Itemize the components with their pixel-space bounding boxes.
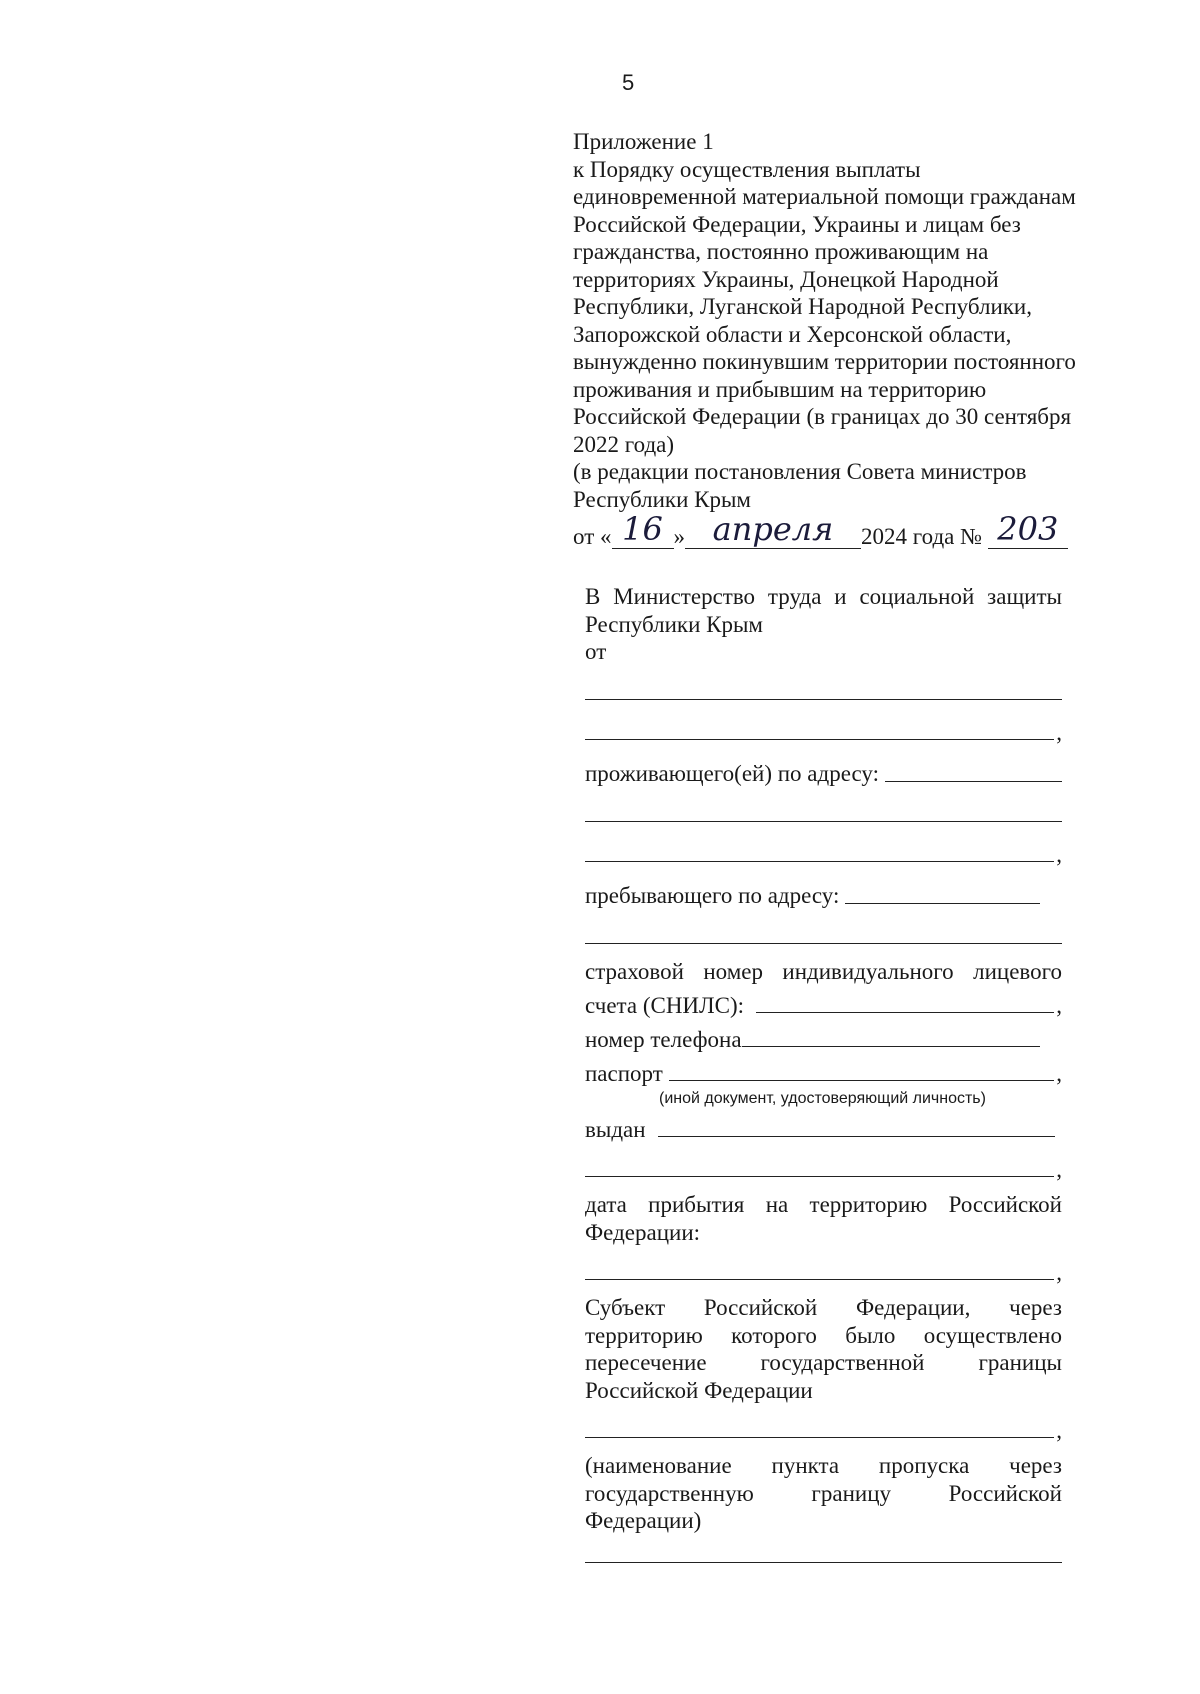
issued-field[interactable] [585,1143,1062,1183]
appendix-line: Приложение 1 [573,129,714,154]
comma: , [1056,1061,1062,1086]
subject-label-line: пересечение государственной границы [585,1350,1062,1375]
arrival-label-line: Федерации: [585,1219,701,1245]
application-form [585,583,1062,1569]
passport-caption: (иной документ, удостоверяющий личность) [659,1090,986,1107]
checkpoint-label-line: Федерации) [585,1508,702,1533]
arrival-label-line: дата прибытия на территорию Российской [585,1192,1062,1217]
comma: , [1056,1157,1062,1182]
appendix-line: к Порядку осуществления выплаты [573,156,921,182]
appendix-line: 2022 года) [573,431,675,457]
comma: , [1056,1260,1062,1285]
issued-row[interactable] [585,1109,1055,1143]
snils-row[interactable] [585,985,1062,1019]
date-quote-close: » [673,524,685,549]
appendix-line: Российской Федерации (в границах до 30 сентября [573,404,1072,429]
checkpoint-label-line: (наименование пункта пропуска через [585,1453,1062,1478]
comma: , [1056,993,1062,1018]
appendix-line: (в редакции постановления Совета министров [573,459,1027,484]
appendix-line: Республики, Луганской Народной Республики, [573,294,1032,319]
resolution-date-line [573,510,1068,554]
from-label: от [585,639,607,664]
arrival-date-field[interactable] [585,1246,1062,1286]
subject-label-line: территорию которого было осуществлено [585,1322,1062,1348]
stay-address-row[interactable] [585,876,1040,910]
addressee-line: Республики Крым [585,611,763,637]
subject-label-line: Российской Федерации [585,1377,813,1403]
staying-label: пребывающего по адресу: [585,883,840,908]
phone-row[interactable] [585,1019,1040,1053]
subject-field[interactable] [585,1404,1062,1444]
stay-address-field[interactable] [585,910,1062,950]
comma: , [1056,1418,1062,1443]
snils-label: счета (СНИЛС): [585,992,745,1018]
applicant-name-field[interactable] [585,666,1062,706]
handwritten-resolution-number: 203 [988,510,1068,549]
snils-label-line: страховой номер индивидуального лицевого [585,958,1062,984]
appendix-line: территориях Украины, Донецкой Народной [573,266,999,292]
page-number: 5 [622,70,635,95]
phone-label: номер телефона [585,1026,742,1052]
handwritten-month: апреля [685,510,861,549]
applicant-name-field[interactable] [585,706,1062,746]
date-prefix: от « [573,524,612,549]
subject-label-line: Субъект Российской Федерации, через [585,1295,1062,1320]
checkpoint-label-line: государственную границу Российской [585,1480,1062,1506]
checkpoint-field[interactable] [585,1535,1062,1569]
issued-label: выдан [585,1116,646,1142]
date-year: 2024 года № [861,524,983,549]
appendix-line: вынужденно покинувшим территории постоянного [573,349,1076,374]
handwritten-day: 16 [612,510,674,549]
appendix-line: проживания и прибывшим на территорию [573,376,987,402]
appendix-line: Запорожской области и Херсонской области, [573,321,1012,347]
appendix-line: единовременной материальной помощи гражданам [573,184,1076,209]
appendix-line: Республики Крым [573,486,751,512]
appendix-line: Российской Федерации, Украины и лицам без [573,211,1021,237]
residence-address-row[interactable] [585,754,1062,788]
passport-row[interactable] [585,1053,1062,1087]
residence-address-field[interactable] [585,788,1062,828]
comma: , [1056,841,1062,867]
comma: , [1056,719,1062,745]
residing-label: проживающего(ей) по адресу: [585,761,879,786]
appendix-header [573,128,1113,513]
appendix-line: гражданства, постоянно проживающим на [573,239,989,264]
passport-label: паспорт [585,1060,663,1086]
residence-address-field[interactable] [585,828,1062,868]
addressee-line: В Министерство труда и социальной защиты [585,584,1062,609]
